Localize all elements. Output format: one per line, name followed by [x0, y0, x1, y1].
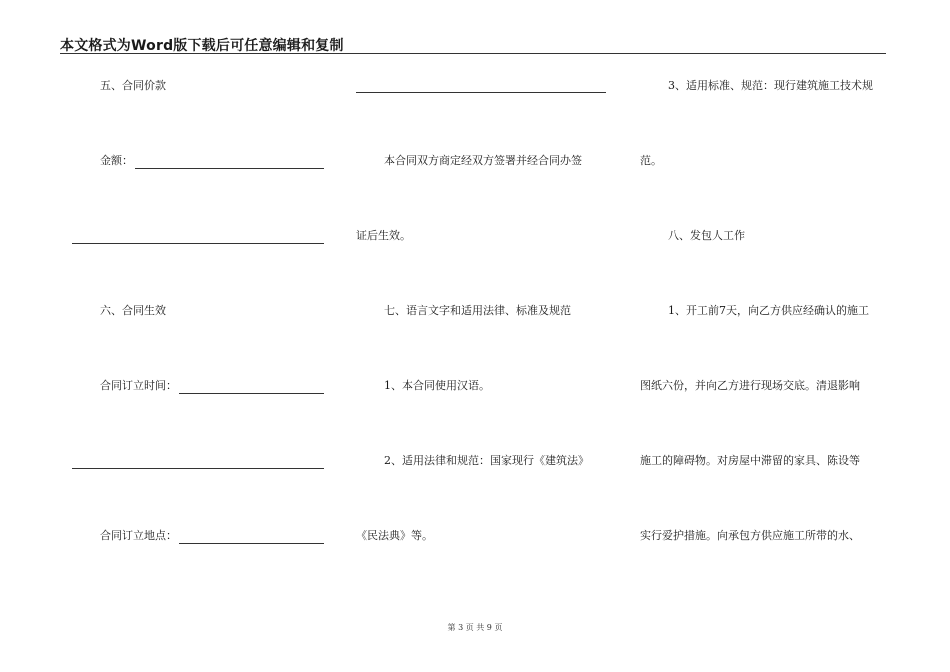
section-5-heading-text: 五、合同价款	[100, 79, 166, 92]
law-clause-text-1: 2、适用法律和规范：国家现行《建筑法》	[384, 454, 589, 467]
employer-duty-text-3: 施工的障碍物。对房屋中滞留的家具、陈设等	[640, 454, 860, 467]
law-clause-text-2: 《民法典》等。	[356, 529, 433, 542]
language-clause-text: 1、本合同使用汉语。	[384, 379, 490, 392]
employer-duty-text-4: 实行爱护措施。向承包方供应施工所带的水、	[640, 529, 860, 542]
signing-place-line	[72, 528, 324, 544]
effect-clause-text-2: 证后生效。	[356, 229, 411, 242]
employer-duty-line-4	[640, 528, 890, 544]
amount-blank[interactable]	[135, 158, 324, 169]
section-7-heading	[356, 303, 606, 319]
document-header-title: 本文格式为Word版下载后可任意编辑和复制	[60, 38, 344, 54]
employer-duty-line-1	[640, 303, 890, 319]
effect-clause-text-1: 本合同双方商定经双方签署并经合同办签	[384, 154, 582, 167]
signing-time-continuation-blank[interactable]	[72, 458, 324, 469]
employer-duty-line-3	[640, 453, 890, 469]
amount-label: 金额：	[100, 154, 133, 167]
column-1	[72, 0, 324, 672]
signing-place-blank[interactable]	[179, 533, 324, 544]
section-5-heading	[72, 78, 324, 94]
amount-line	[72, 153, 324, 169]
amount-continuation-line	[72, 228, 324, 244]
amount-continuation-blank[interactable]	[72, 233, 324, 244]
signing-time-continuation-line	[72, 453, 324, 469]
column-2	[356, 0, 606, 672]
standards-clause-text-2: 范。	[640, 154, 662, 167]
section-6-heading-text: 六、合同生效	[100, 304, 166, 317]
effect-clause-line-1	[356, 153, 606, 169]
section-7-heading-text: 七、语言文字和适用法律、标准及规范	[384, 304, 571, 317]
page-number-footer: 第 3 页 共 9 页	[447, 623, 503, 632]
column-2-top-blank[interactable]	[356, 92, 606, 93]
standards-clause-text-1: 3、适用标准、规范：现行建筑施工技术规	[668, 79, 873, 92]
standards-clause-line-1	[640, 78, 890, 94]
column-3	[640, 0, 890, 672]
signing-place-label: 合同订立地点：	[100, 529, 177, 542]
employer-duty-line-2	[640, 378, 890, 394]
signing-time-label: 合同订立时间：	[100, 379, 177, 392]
standards-clause-line-2	[640, 153, 890, 169]
employer-duty-text-2: 图纸六份，并向乙方进行现场交底。清退影响	[640, 379, 860, 392]
section-6-heading	[72, 303, 324, 319]
language-clause-line	[356, 378, 606, 394]
employer-duty-text-1: 1、开工前7天，向乙方供应经确认的施工	[668, 304, 869, 317]
section-8-heading-text: 八、发包人工作	[668, 229, 745, 242]
effect-clause-line-2	[356, 228, 606, 244]
law-clause-line-2	[356, 528, 606, 544]
law-clause-line-1	[356, 453, 606, 469]
signing-time-blank[interactable]	[179, 383, 324, 394]
signing-time-line	[72, 378, 324, 394]
section-8-heading	[640, 228, 890, 244]
